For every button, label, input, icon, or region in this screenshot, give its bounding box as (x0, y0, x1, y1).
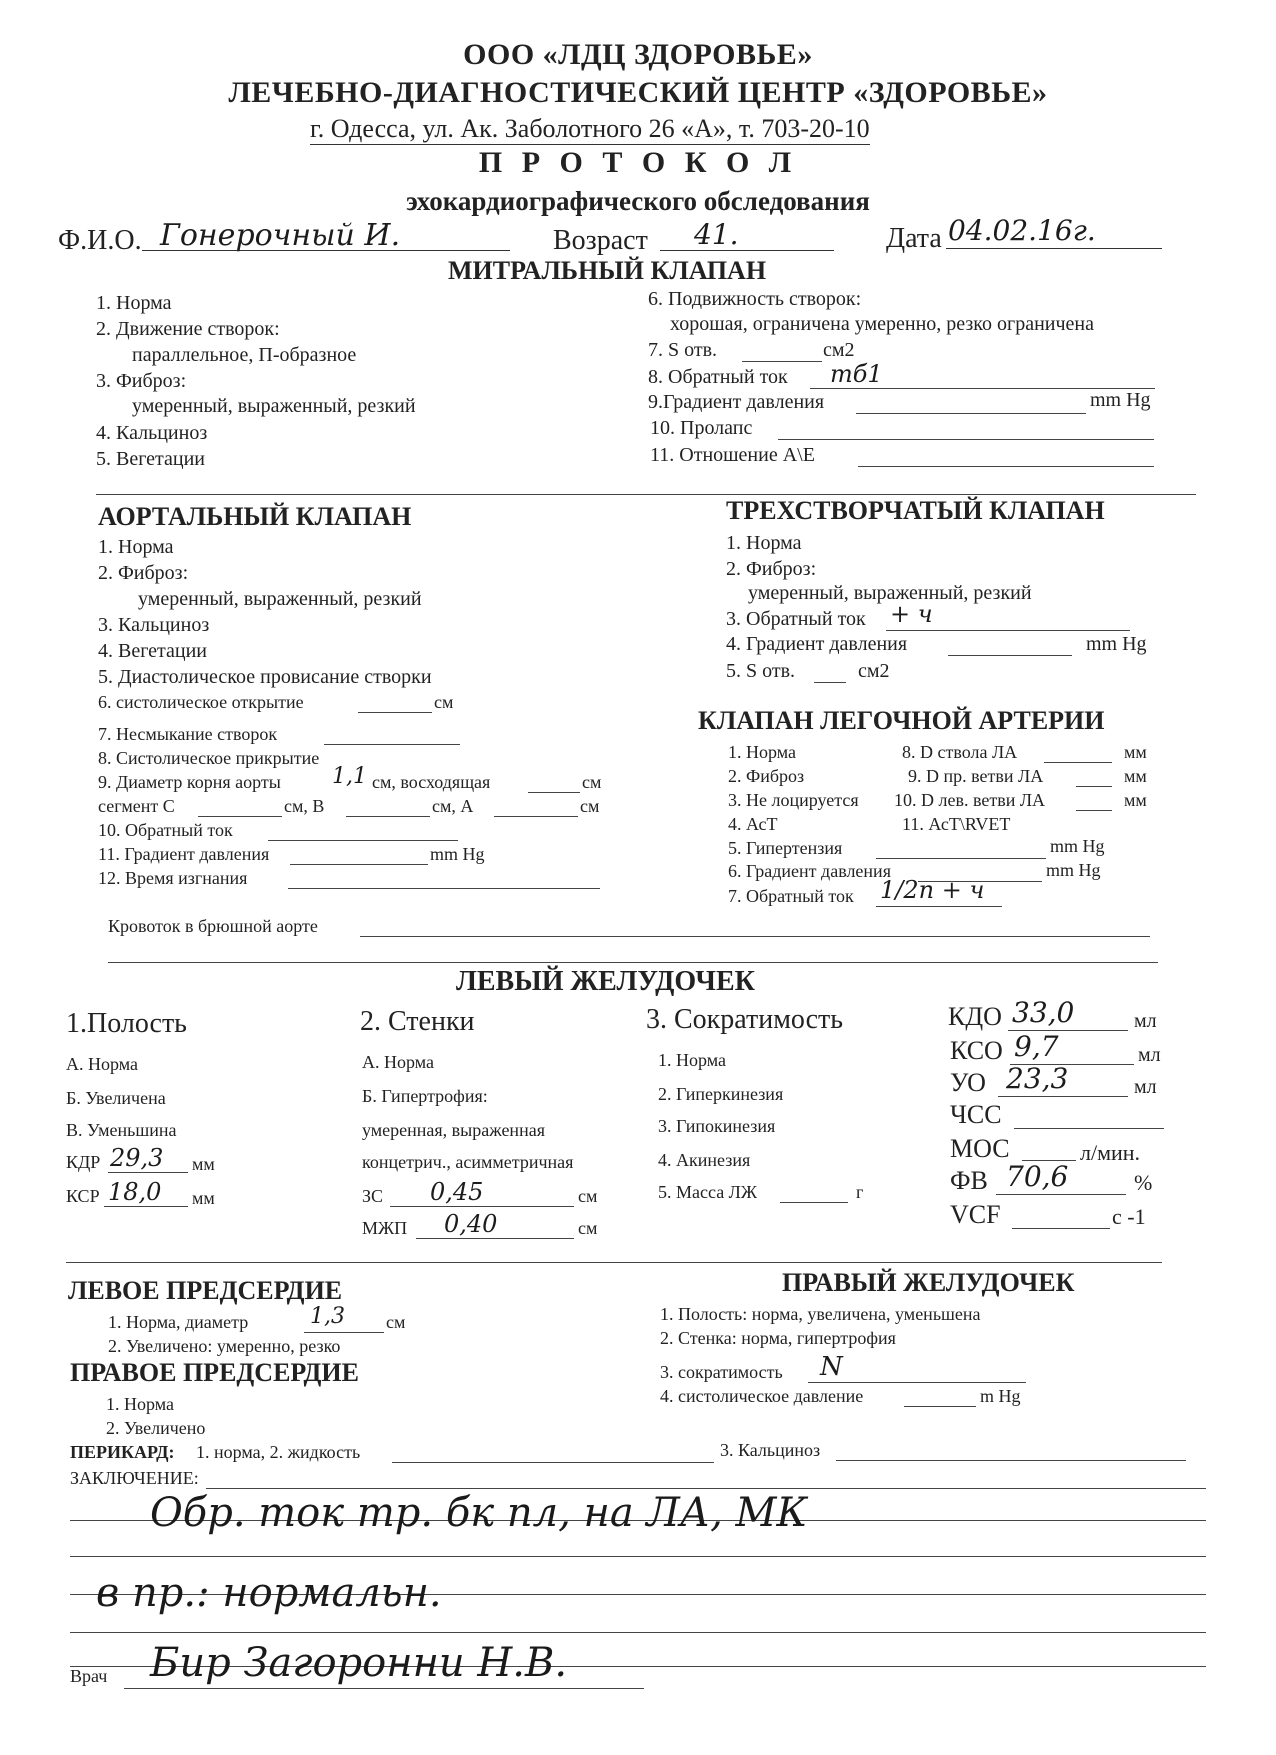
aortic-item-7: 7. Несмыкание створок (98, 724, 278, 744)
aortic-segment-c: сегмент С (98, 796, 175, 816)
aortic-item-11-unit: mm Hg (430, 844, 485, 864)
rv-item-4: 4. систолическое давление (660, 1386, 864, 1406)
mitral-item-7: 7. S отв. (648, 339, 718, 361)
mitral-item-9-unit: mm Hg (1090, 389, 1151, 411)
ra-title: ПРАВОЕ ПРЕДСЕРДИЕ (70, 1358, 359, 1387)
tricuspid-item-3: 3. Обратный ток (726, 608, 866, 630)
tricuspid-item-4: 4. Градиент давления (726, 633, 908, 655)
pulmonary-title: КЛАПАН ЛЕГОЧНОЙ АРТЕРИИ (698, 706, 1105, 735)
aortic-item-8: 8. Систолическое прикрытие (98, 748, 320, 768)
pulmonary-item-1: 1. Норма (728, 742, 796, 762)
pulmonary-item-6: 6. Градиент давления (728, 861, 891, 881)
pulmonary-item-5-unit: mm Hg (1050, 836, 1105, 856)
doctor-signature: Бир Загоронни Н.В. (150, 1640, 568, 1686)
lv-kdo-unit: мл (1134, 1010, 1157, 1032)
aortic-segment-a: см, А (432, 796, 474, 816)
lv-kdo-value[interactable]: 33,0 (1012, 996, 1075, 1029)
mitral-item-7-unit: см2 (823, 339, 855, 361)
mitral-item-4: 4. Кальциноз (96, 422, 208, 444)
lv-fv-label: ФВ (950, 1166, 988, 1195)
mitral-title: МИТРАЛЬНЫЙ КЛАПАН (448, 256, 767, 285)
mitral-item-2: 2. Движение створок: (96, 318, 280, 340)
lv-cavity-c: В. Уменьшина (66, 1120, 177, 1140)
divider (108, 962, 1158, 963)
mitral-item-6: 6. Подвижность створок: (648, 288, 862, 310)
aortic-item-11: 11. Градиент давления (98, 844, 270, 864)
aortic-item-12: 12. Время изгнания (98, 868, 248, 888)
fio-label: Ф.И.О. (58, 225, 142, 256)
age-value[interactable]: 41. (694, 218, 739, 251)
lv-walls-heading: 2. Стенки (360, 1006, 475, 1037)
mitral-item-1: 1. Норма (96, 292, 172, 314)
conclusion-label: ЗАКЛЮЧЕНИЕ: (70, 1468, 199, 1488)
address: г. Одесса, ул. Ак. Заболотного 26 «А», т. 703-20-10 (310, 114, 870, 143)
aortic-item-2-sub: умеренный, выраженный, резкий (138, 588, 422, 610)
lv-contractility-heading: 3. Сократимость (646, 1004, 844, 1035)
lv-zs-unit: см (578, 1186, 598, 1206)
pulmonary-item-9-unit: мм (1124, 766, 1147, 786)
pulmonary-item-8: 8. D ствола ЛА (902, 742, 1018, 762)
lv-walls-a: А. Норма (362, 1052, 434, 1072)
mitral-item-2-sub: параллельное, П-образное (132, 344, 357, 366)
lv-title: ЛЕВЫЙ ЖЕЛУДОЧЕК (456, 966, 755, 997)
pericard-calcinosis: 3. Кальциноз (720, 1440, 821, 1460)
pulmonary-regurg-value[interactable]: 1/2п + ч (880, 876, 985, 904)
lv-uo-value[interactable]: 23,3 (1006, 1062, 1069, 1095)
lv-ksr-unit: мм (192, 1188, 215, 1208)
lv-fv-unit: % (1134, 1170, 1153, 1195)
pulmonary-item-5: 5. Гипертензия (728, 838, 843, 858)
lv-cavity-b: Б. Увеличена (66, 1088, 166, 1108)
tricuspid-regurg-value[interactable]: + ч (890, 600, 933, 628)
lv-mos-label: МОС (950, 1134, 1010, 1163)
lv-mzhp-value[interactable]: 0,40 (444, 1210, 498, 1238)
conclusion-line-2[interactable]: в пр.: нормальн. (96, 1570, 442, 1616)
abdominal-aorta-label: Кровоток в брюшной аорте (108, 916, 318, 936)
rv-item-4-unit: m Hg (980, 1386, 1021, 1406)
rv-item-2: 2. Стенка: норма, гипертрофия (660, 1328, 896, 1348)
pericard-options: 1. норма, 2. жидкость (196, 1442, 361, 1462)
date-label: Дата (886, 223, 942, 254)
lv-kdo-label: КДО (948, 1002, 1002, 1031)
divider (96, 494, 1196, 495)
pulmonary-item-10-unit: мм (1124, 790, 1147, 810)
lv-mzhp-label: МЖП (362, 1218, 408, 1238)
aortic-item-10: 10. Обратный ток (98, 820, 233, 840)
lv-contractility-5: 5. Масса ЛЖ (658, 1182, 758, 1202)
fio-value[interactable]: Гонерочный И. (160, 218, 401, 253)
aortic-item-9-b: см, восходящая (372, 772, 491, 792)
rv-item-3: 3. сократимость (660, 1362, 783, 1382)
lv-kdr-value[interactable]: 29,3 (110, 1144, 164, 1172)
divider (66, 1262, 1162, 1263)
aortic-item-2: 2. Фиброз: (98, 562, 189, 584)
company-name: ООО «ЛДЦ ЗДОРОВЬЕ» (463, 38, 813, 71)
doctor-label: Врач (70, 1666, 108, 1686)
aortic-item-5: 5. Диастолическое провисание створки (98, 666, 432, 688)
la-diameter-value[interactable]: 1,3 (310, 1304, 345, 1329)
tricuspid-item-5: 5. S отв. (726, 660, 796, 682)
mitral-item-10: 10. Пролапс (650, 417, 753, 439)
la-title: ЛЕВОЕ ПРЕДСЕРДИЕ (68, 1276, 343, 1305)
lv-walls-d: концетрич., асимметричная (362, 1152, 574, 1172)
age-line (660, 250, 834, 251)
pulmonary-item-4: 4. АсТ (728, 814, 778, 834)
rv-title: ПРАВЫЙ ЖЕЛУДОЧЕК (782, 1268, 1075, 1297)
aortic-item-6-unit: см (434, 692, 454, 712)
date-value[interactable]: 04.02.16г. (948, 214, 1096, 247)
lv-ksr-label: КСР (66, 1186, 100, 1206)
aortic-item-3: 3. Кальциноз (98, 614, 210, 636)
la-item-1-unit: см (386, 1312, 406, 1332)
lv-cavity-a: А. Норма (66, 1054, 138, 1074)
lv-kso-label: КСО (950, 1036, 1003, 1065)
center-name: ЛЕЧЕБНО-ДИАГНОСТИЧЕСКИЙ ЦЕНТР «ЗДОРОВЬЕ» (228, 76, 1048, 109)
pericard-label: ПЕРИКАРД: (70, 1442, 175, 1462)
aortic-root-value[interactable]: 1,1 (332, 764, 367, 789)
pulmonary-item-8-unit: мм (1124, 742, 1147, 762)
rv-item-1: 1. Полость: норма, увеличена, уменьшена (660, 1304, 981, 1324)
lv-cavity-heading: 1.Полость (66, 1008, 187, 1039)
lv-vcf-unit: с -1 (1112, 1204, 1146, 1229)
lv-zs-label: ЗС (362, 1186, 384, 1206)
aortic-item-9-unit: см (582, 772, 602, 792)
tricuspid-title: ТРЕХСТВОРЧАТЫЙ КЛАПАН (726, 496, 1105, 525)
document-subtitle: эхокардиографического обследования (406, 186, 870, 216)
conclusion-line-1[interactable]: Обр. ток тр. бк пл, на ЛА, МК (150, 1490, 808, 1536)
mitral-item-9: 9.Градиент давления (648, 391, 825, 413)
mitral-item-3: 3. Фиброз: (96, 370, 187, 392)
lv-zs-value[interactable]: 0,45 (430, 1178, 484, 1206)
lv-uo-unit: мл (1134, 1076, 1157, 1098)
ra-item-2: 2. Увеличено (106, 1418, 206, 1438)
aortic-item-9: 9. Диаметр корня аорты (98, 772, 281, 792)
lv-contractility-4: 4. Акинезия (658, 1150, 751, 1170)
mitral-regurg-value[interactable]: тб1 (830, 360, 883, 388)
aortic-item-4: 4. Вегетации (98, 640, 208, 662)
lv-contractility-1: 1. Норма (658, 1050, 726, 1070)
aortic-segment-unit: см (580, 796, 600, 816)
pulmonary-item-11: 11. АсТ\RVET (902, 814, 1011, 834)
tricuspid-item-5-unit: см2 (858, 660, 890, 682)
ra-item-1: 1. Норма (106, 1394, 174, 1414)
aortic-title: АОРТАЛЬНЫЙ КЛАПАН (98, 502, 412, 531)
tricuspid-item-4-unit: mm Hg (1086, 633, 1147, 655)
mitral-item-3-sub: умеренный, выраженный, резкий (132, 395, 416, 417)
tricuspid-item-2-sub: умеренный, выраженный, резкий (748, 582, 1032, 604)
pulmonary-item-3: 3. Не лоцируется (728, 790, 859, 810)
lv-fv-value[interactable]: 70,6 (1006, 1160, 1069, 1193)
lv-vcf-label: VCF (950, 1200, 1001, 1229)
lv-ksr-value[interactable]: 18,0 (108, 1178, 162, 1206)
lv-walls-c: умеренная, выраженная (362, 1120, 545, 1140)
la-item-2: 2. Увеличено: умеренно, резко (108, 1336, 341, 1356)
mitral-item-6-sub: хорошая, ограничена умеренно, резко ограничена (670, 313, 1094, 335)
mitral-item-11: 11. Отношение А\Е (650, 444, 815, 466)
aortic-segment-b: см, В (284, 796, 325, 816)
pulmonary-item-9: 9. D пр. ветви ЛА (908, 766, 1044, 786)
lv-contractility-3: 3. Гипокинезия (658, 1116, 776, 1136)
pulmonary-item-7: 7. Обратный ток (728, 886, 854, 906)
date-line (946, 248, 1162, 249)
la-item-1: 1. Норма, диаметр (108, 1312, 249, 1332)
lv-uo-label: УО (950, 1068, 986, 1097)
pulmonary-item-2: 2. Фиброз (728, 766, 805, 786)
lv-chss-label: ЧСС (950, 1100, 1002, 1129)
lv-walls-b: Б. Гипертрофия: (362, 1086, 488, 1106)
aortic-item-6: 6. систолическое открытие (98, 692, 304, 712)
lv-contractility-2: 2. Гиперкинезия (658, 1084, 784, 1104)
lv-mos-unit: л/мин. (1080, 1140, 1141, 1165)
lv-kso-unit: мл (1138, 1044, 1161, 1066)
tricuspid-item-2: 2. Фиброз: (726, 558, 817, 580)
age-label: Возраст (553, 225, 648, 256)
lv-kdr-unit: мм (192, 1154, 215, 1174)
lv-kdr-label: КДР (66, 1152, 101, 1172)
lv-mzhp-unit: см (578, 1218, 598, 1238)
rv-contractility-value[interactable]: N (820, 1352, 843, 1382)
lv-mass-unit: г (856, 1182, 864, 1202)
mitral-item-8: 8. Обратный ток (648, 366, 788, 388)
pulmonary-item-10: 10. D лев. ветви ЛА (894, 790, 1046, 810)
document-title: П Р О Т О К О Л (478, 146, 798, 179)
mitral-item-5: 5. Вегетации (96, 448, 206, 470)
tricuspid-item-1: 1. Норма (726, 532, 802, 554)
aortic-item-1: 1. Норма (98, 536, 174, 558)
pulmonary-item-6-unit: mm Hg (1046, 860, 1101, 880)
lv-kso-value[interactable]: 9,7 (1014, 1030, 1059, 1063)
